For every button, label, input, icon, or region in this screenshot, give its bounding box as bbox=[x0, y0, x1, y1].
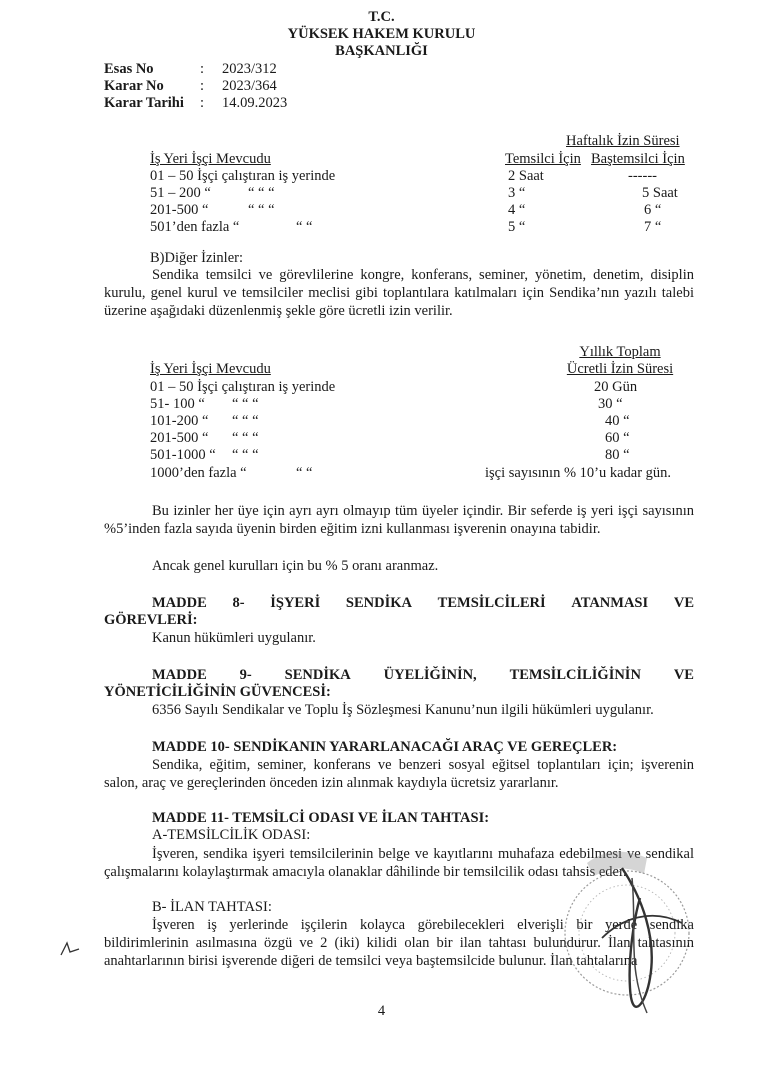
table2-row6-c1: 1000’den fazla “ bbox=[150, 465, 247, 481]
paragraph-general-assembly: Ancak genel kurulları için bu % 5 oranı aranmaz. bbox=[152, 558, 439, 574]
madde8-w1: MADDE bbox=[152, 595, 207, 611]
table2-row4-ditto: “ “ “ bbox=[232, 430, 259, 446]
madde11-body-a-text: İşveren, sendika işyeri temsilcilerinin belge ve kayıtlarını muhafaza edebilmesi ve sendikal çalışmalarını kolaylaştırmak amacıyla olanaklar dâhilinde bir temsilcilik odası tahsis eder. bbox=[104, 846, 694, 880]
madde9-w4: ÜYELİĞİNİN, bbox=[383, 667, 477, 683]
madde11-title: MADDE 11- TEMSİLCİ ODASI VE İLAN TAHTASI: bbox=[152, 810, 490, 826]
section-b-body-text: Sendika temsilci ve görevlilerine kongre, konferans, seminer, yönetim, denetim, disiplin kurulu, genel kurul ve temsilciler meclisi gibi toplantılara katılmaları için Sendika’nın yazılı talebi üzerine aşağıdaki düzenlenmiş şekle göre ücretli izin verilir. bbox=[104, 267, 694, 319]
table1-col1-header: İş Yeri İşçi Mevcudu bbox=[150, 151, 271, 167]
table2-row2-c2: 30 “ bbox=[598, 396, 623, 412]
table1-row2-c1: 51 – 200 “ bbox=[150, 185, 211, 201]
meta-sep-esas: : bbox=[200, 61, 205, 77]
madde8-w3: İŞYERİ bbox=[270, 595, 321, 611]
meta-label-esas: Esas No bbox=[104, 61, 154, 77]
madde8-title-line1 bbox=[152, 595, 694, 612]
section-b-body bbox=[104, 266, 694, 320]
madde11-sub-b: B- İLAN TAHTASI: bbox=[152, 899, 272, 915]
meta-value-karar: 2023/364 bbox=[222, 78, 277, 94]
table1-row3-c1: 201-500 “ bbox=[150, 202, 209, 218]
table2-row3-c2: 40 “ bbox=[605, 413, 630, 429]
table1-row3-c3: 6 “ bbox=[644, 202, 662, 218]
madde9-w3: SENDİKA bbox=[284, 667, 351, 683]
madde8-w4: SENDİKA bbox=[345, 595, 412, 611]
madde9-w2: 9- bbox=[239, 667, 252, 683]
madde9-body: 6356 Sayılı Sendikalar ve Toplu İş Sözleşmesi Kanunu’nun ilgili hükümleri uygulanır. bbox=[152, 702, 654, 718]
madde8-title-line2: GÖREVLERİ: bbox=[104, 612, 198, 628]
madde11-sub-a: A-TEMSİLCİLİK ODASI: bbox=[152, 827, 311, 843]
table2-col2-header-line1: Yıllık Toplam bbox=[579, 344, 661, 360]
madde9-title-line1 bbox=[152, 667, 694, 684]
header-tc: T.C. bbox=[368, 9, 395, 25]
table1-col2-header: Temsilci İçin bbox=[505, 151, 581, 167]
table2-col1-header: İş Yeri İşçi Mevcudu bbox=[150, 361, 271, 377]
madde9-w1: MADDE bbox=[152, 667, 207, 683]
table2-row5-c2: 80 “ bbox=[605, 447, 630, 463]
section-b-title: B)Diğer İzinler: bbox=[150, 250, 244, 266]
table1-row1-c2: 2 Saat bbox=[508, 168, 544, 184]
table1-row3-c2: 4 “ bbox=[508, 202, 526, 218]
table1-row1-c1: 01 – 50 İşçi çalıştıran iş yerinde bbox=[150, 168, 336, 184]
meta-label-tarih: Karar Tarihi bbox=[104, 95, 184, 111]
header-institution: YÜKSEK HAKEM KURULU bbox=[287, 26, 476, 42]
madde8-w2: 8- bbox=[232, 595, 245, 611]
table1-row2-c2: 3 “ bbox=[508, 185, 526, 201]
madde9-w6: VE bbox=[673, 667, 694, 683]
table2-row3-ditto: “ “ “ bbox=[232, 413, 259, 429]
madde8-w6: ATANMASI bbox=[571, 595, 649, 611]
page-number: 4 bbox=[377, 1003, 386, 1019]
margin-initial-icon bbox=[58, 940, 82, 958]
madde10-body bbox=[104, 756, 694, 792]
meta-value-esas: 2023/312 bbox=[222, 61, 277, 77]
table1-row4-c3: 7 “ bbox=[644, 219, 662, 235]
table1-col3-header: Baştemsilci İçin bbox=[591, 151, 685, 167]
table1-row1-c3: ------ bbox=[628, 168, 657, 184]
table1-row4-c1: 501’den fazla “ bbox=[150, 219, 240, 235]
table2-row1-c2: 20 Gün bbox=[594, 379, 638, 395]
paragraph-training-leave bbox=[104, 502, 694, 538]
table1-row2-ditto: “ “ “ bbox=[248, 185, 275, 201]
meta-sep-karar: : bbox=[200, 78, 205, 94]
table2-row2-ditto: “ “ “ bbox=[232, 396, 259, 412]
madde11-body-b-text: İşveren iş yerlerinde işçilerin kolayca görebilecekleri elverişli bir yerde sendika bildirimlerinin asılmasına özgü ve 2 (iki) kilidi olan bir ilan tahtası bulundurur. İlan tahtasının anahtarlarının birisi işverende diğeri de temsilci veya baştemsilcide bulunur. İlan tahtalarına bbox=[104, 917, 694, 969]
meta-label-karar: Karar No bbox=[104, 78, 164, 94]
madde10-body-text: Sendika, eğitim, seminer, konferans ve benzeri sosyal eğitsel toplantıları için; işverenin salon, araç ve gereçlerinden önceden izin alınmak kaydıyla ücretsiz yararlanır. bbox=[104, 757, 694, 791]
table2-row6-ditto: “ “ bbox=[296, 465, 313, 481]
table2-row6-c2: işçi sayısının % 10’u kadar gün. bbox=[485, 465, 672, 481]
table2-col2-header-line2: Ücretli İzin Süresi bbox=[566, 361, 674, 377]
madde8-body: Kanun hükümleri uygulanır. bbox=[152, 630, 316, 646]
madde9-title-line2: YÖNETİCİLİĞİNİN GÜVENCESİ: bbox=[104, 684, 331, 700]
table2-row4-c2: 60 “ bbox=[605, 430, 630, 446]
table2-row4-c1: 201-500 “ bbox=[150, 430, 209, 446]
madde8-w7: VE bbox=[673, 595, 694, 611]
table1-row4-ditto: “ “ bbox=[296, 219, 313, 235]
table2-row5-ditto: “ “ “ bbox=[232, 447, 259, 463]
madde10-title: MADDE 10- SENDİKANIN YARARLANACAĞI ARAÇ VE GEREÇLER: bbox=[152, 739, 618, 755]
table1-group-header: Haftalık İzin Süresi bbox=[566, 133, 680, 149]
meta-value-tarih: 14.09.2023 bbox=[222, 95, 288, 111]
table2-row1-c1: 01 – 50 İşçi çalıştıran iş yerinde bbox=[150, 379, 336, 395]
madde8-w5: TEMSİLCİLERİ bbox=[437, 595, 546, 611]
table1-row4-c2: 5 “ bbox=[508, 219, 526, 235]
table2-row5-c1: 501-1000 “ bbox=[150, 447, 216, 463]
meta-sep-tarih: : bbox=[200, 95, 205, 111]
table1-row3-ditto: “ “ “ bbox=[248, 202, 275, 218]
header-presidency: BAŞKANLIĞI bbox=[335, 43, 428, 59]
table1-row2-c3: 5 Saat bbox=[642, 185, 678, 201]
madde9-w5: TEMSİLCİLİĞİNİN bbox=[509, 667, 641, 683]
table2-row3-c1: 101-200 “ bbox=[150, 413, 209, 429]
table2-row2-c1: 51- 100 “ bbox=[150, 396, 205, 412]
paragraph-training-leave-text: Bu izinler her üye için ayrı ayrı olmayıp tüm üyeler içindir. Bir seferde iş yeri işçi sayısının %5’inden fazla sayıda üyenin birden eğitim izni kullanması işverenin onayına tabidir. bbox=[104, 503, 694, 537]
